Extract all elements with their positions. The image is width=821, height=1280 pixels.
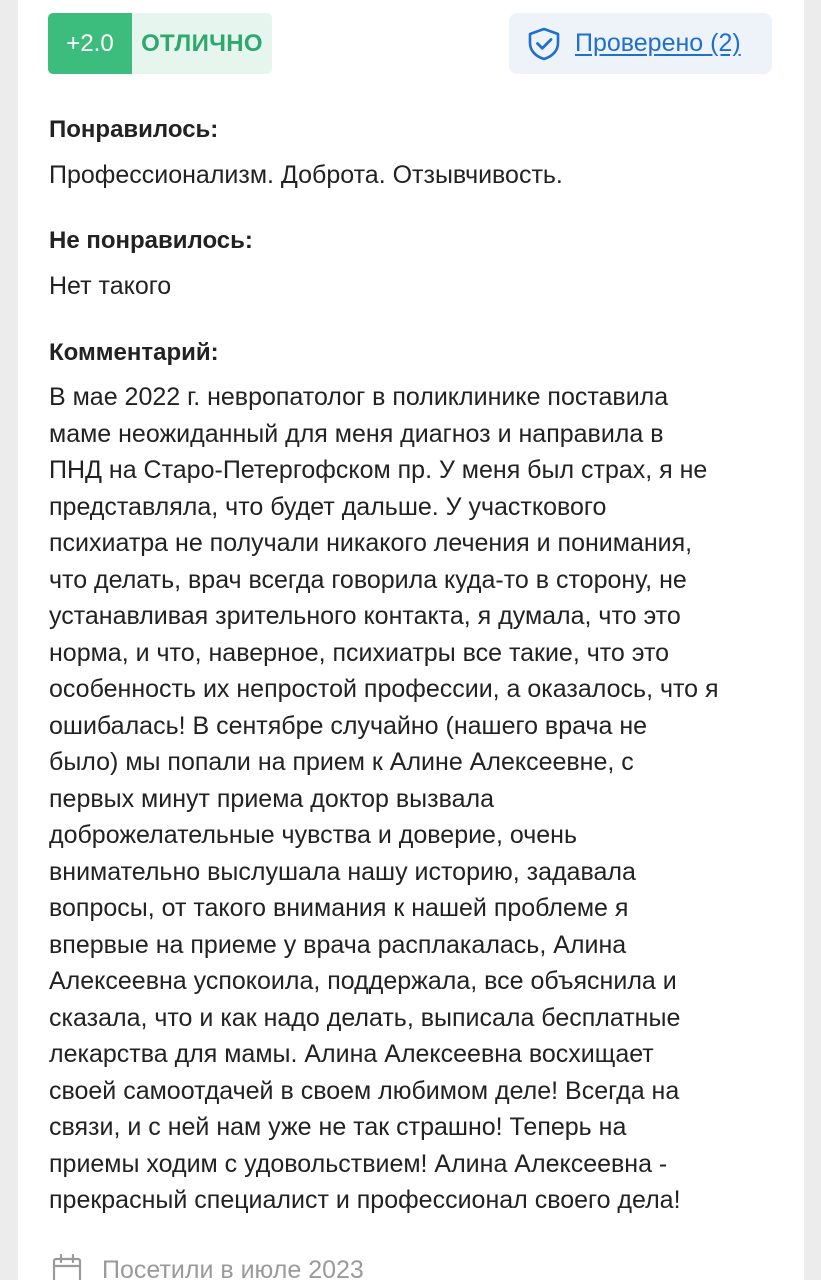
liked-text: Профессионализм. Доброта. Отзывчивость. (49, 161, 563, 189)
comment-line: маме неожиданный для меня диагноз и направила в (49, 419, 664, 448)
disliked-title: Не понравилось: (49, 227, 253, 254)
comment-line: ошибалась! В сентябре случайно (нашего врача не (49, 711, 648, 740)
comment-line: представляла, что будет дальше. У участкового (49, 492, 607, 521)
comment-line: что делать, врач всегда говорила куда-то в сторону, не (49, 565, 687, 594)
comment-line: сказала, что и как надо делать, выписала бесплатные (49, 1003, 681, 1032)
comment-line: приемы ходим с удовольствием! Алина Алексеевна - (49, 1149, 668, 1178)
disliked-text: Нет такого (49, 272, 172, 300)
review-card (18, 0, 804, 1280)
rating-score: +2.0 (48, 13, 132, 74)
comment-title: Комментарий: (49, 339, 219, 366)
shield-check-icon (527, 27, 561, 61)
comment-line: прекрасный специалист и профессионал своего дела! (49, 1186, 681, 1214)
comment-line: лекарства для мамы. Алина Алексеевна восхищает (49, 1040, 654, 1068)
rating-label: ОТЛИЧНО (132, 13, 272, 74)
visit-info (52, 1254, 364, 1280)
liked-title: Понравилось: (49, 116, 219, 143)
comment-line: своей самоотдачей в своем любимом деле! Всегда на (49, 1076, 680, 1105)
comment-line: ПНД на Старо-Петергофском пр. У меня был страх, я не (49, 456, 708, 484)
comment-line: было) мы попали на прием к Алине Алексеевне, с (49, 748, 634, 776)
verified-badge[interactable] (509, 13, 772, 74)
comment-line: В мае 2022 г. невропатолог в поликлинике поставила (49, 383, 669, 411)
comment-line: внимательно выслушала нашу историю, задавала (49, 857, 636, 886)
comment-line: психиатра не получали никакого лечения и понимания, (49, 529, 693, 557)
comment-line: связи, и с ней нам уже не так страшно! Теперь на (49, 1113, 627, 1141)
visit-date-text: Посетили в июле 2023 (102, 1256, 364, 1280)
comment-line: устанавливая зрительного контакта, я думала, что это (49, 602, 681, 630)
rating-badge (48, 13, 272, 74)
comment-line: доброжелательные чувства и доверие, очень (49, 821, 577, 849)
comment-text (49, 379, 794, 1219)
comment-line: первых минут приема доктор вызвала (49, 784, 494, 813)
calendar-icon (52, 1254, 82, 1280)
comment-line: впервые на приеме у врача расплакалась, Алина (49, 930, 627, 959)
comment-line: Алексеевна успокоила, поддержала, все объяснила и (49, 967, 677, 995)
comment-line: вопросы, от такого внимания к нашей проблеме я (49, 894, 629, 922)
comment-line: норма, и что, наверное, психиатры все такие, что это (49, 638, 670, 667)
verified-link[interactable]: Проверено (2) (575, 29, 741, 57)
comment-line: особенность их непростой профессии, а оказалось, что я (49, 675, 719, 703)
